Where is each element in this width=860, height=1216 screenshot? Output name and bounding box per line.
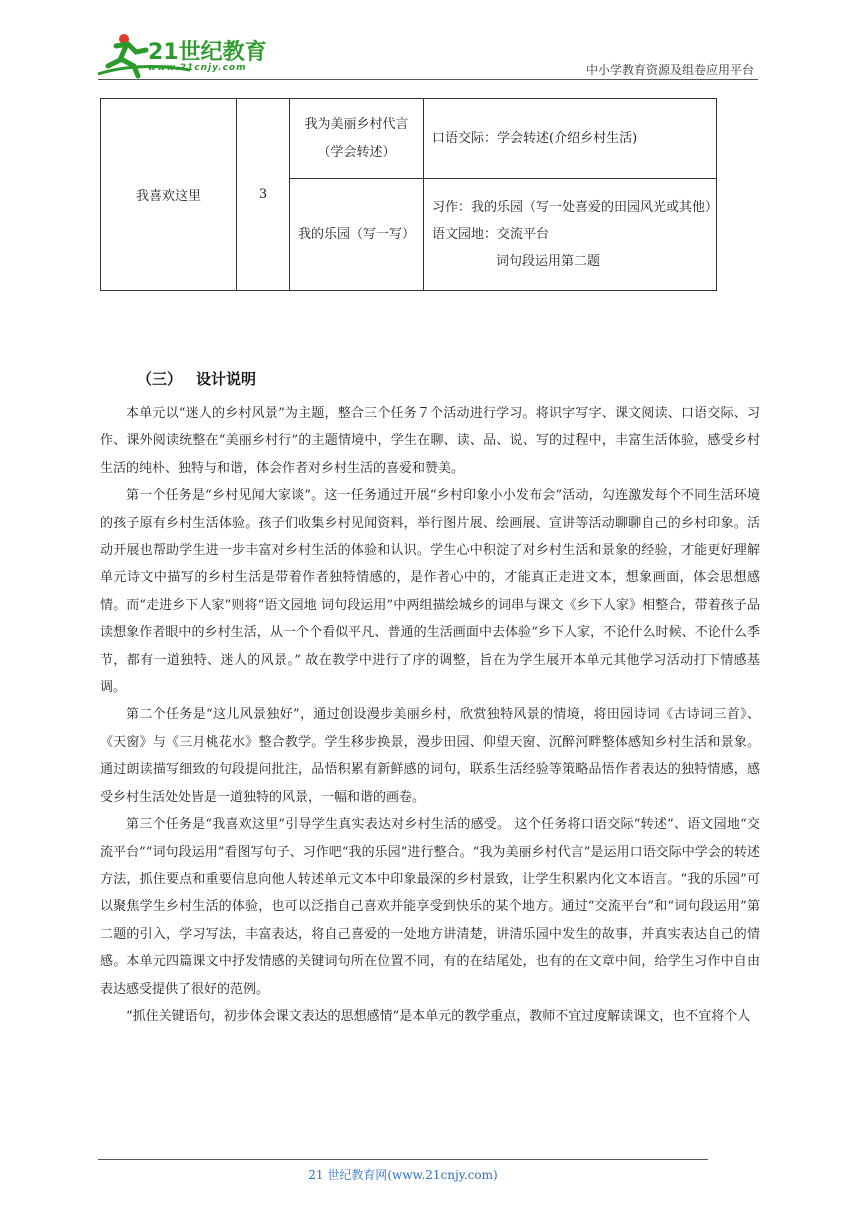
lesson-plan-table [100, 98, 717, 291]
activity-name: 我为美丽乡村代言 [304, 116, 409, 132]
activity-cell [290, 99, 424, 179]
content-line: 口语交际：学会转述(介绍乡村生活) [432, 131, 638, 146]
activity-cell [290, 179, 424, 291]
logo-url: www.21cnjy.com [148, 63, 247, 73]
section-number: （三） [137, 370, 183, 388]
table-row [101, 99, 717, 179]
content-line: 语文园地：交流平台 [432, 227, 550, 242]
paragraph: 第二个任务是“这儿风景独好”，通过创设漫步美丽乡村，欣赏独特风景的情境，将田园诗词《古诗词三首》、《天窗》与《三月桃花水》整合教学。学生移步换景，漫步田园、仰望天窗、沉醉河畔整体感知乡村生活和景象。通过朗读描写细致的句段提问批注，品悟积累有新鲜感的词句，联系生活经验等策略品悟作者表达的独特情感，感受乡村生活处处皆是一道独特的风景，一幅和谐的画卷。 [100, 707, 760, 805]
content-line: 词句段运用第二题 [496, 254, 601, 269]
paragraph: 第一个任务是“乡村见闻大家谈”。这一任务通过开展“乡村印象小小发布会”活动，勾连激发每个不同生活环境的孩子原有乡村生活体验。孩子们收集乡村见闻资料，举行图片展、绘画展、宣讲等活动聊聊自己的乡村印象。活动开展也帮助学生进一步丰富对乡村生活的体验和认识。学生心中积淀了对乡村生活和景象的经验，才能更好理解单元诗文中描写的乡村生活是带着作者独特情感的，是作者心中的，才能真正走进文本，想象画面，体会思想感情。而“走进乡下人家”则将“语文园地 词句段运用”中两组描绘城乡的词串与课文《乡下人家》相整合，带着孩子品读想象作者眼中的乡村生活，从一个个看似平凡、普通的生活画面中去体验“乡下人家，不论什么时候、不论什么季节，都有一道独特、迷人的风景。” 故在教学中进行了序的调整，旨在为学生展开本单元其他学习活动打下情感基调。 [100, 488, 760, 696]
logo-text: 21世纪教育 [148, 40, 267, 65]
content-line: 习作：我的乐园（写一处喜爱的田园风光或其他） [432, 200, 719, 215]
count-cell: 3 [237, 99, 290, 291]
section-heading [137, 368, 256, 389]
footer-link[interactable]: 21 世纪教育网(www.21cnjy.com) [308, 1168, 498, 1182]
content-cell [424, 99, 717, 179]
design-notes-body [100, 400, 760, 1030]
platform-name: 中小学教育资源及组卷应用平台 [585, 63, 754, 77]
header-divider [98, 79, 758, 80]
section-title: 设计说明 [196, 370, 257, 388]
paragraph: 本单元以“迷人的乡村风景”为主题，整合三个任务７个活动进行学习。将识字写字、课文阅读、口语交际、习作、课外阅读统整在“美丽乡村行”的主题情境中，学生在聊、读、品、说、写的过程中，丰富生活体验，感受乡村生活的纯朴、独特与和谐，体会作者对乡村生活的喜爱和赞美。 [100, 406, 760, 476]
footer-divider [98, 1159, 708, 1160]
theme-cell: 我喜欢这里 [101, 99, 237, 291]
activity-name: 我的乐园（写一写） [297, 226, 415, 242]
paragraph: 第三个任务是“我喜欢这里”引导学生真实表达对乡村生活的感受。 这个任务将口语交际“转述”、语文园地“交流平台”“词句段运用”看图写句子、习作吧“我的乐园”进行整合。“我为美丽乡村代言”是运用口语交际中学会的转述方法，抓住要点和重要信息向他人转述单元文本中印象最深的乡村景致，让学生积累内化文本语言。“我的乐园”可以聚焦学生乡村生活的体验，也可以泛指自己喜欢并能享受到快乐的某个地方。通过“交流平台”和“词句段运用”第二题的引入，学习写法，丰富表达，将自己喜爱的一处地方讲清楚，讲清乐园中发生的故事，并真实表达自己的情感。本单元四篇课文中抒发情感的关键词句所在位置不同，有的在结尾处，也有的在文章中间，给学生习作中自由表达感受提供了很好的范例。 [100, 817, 760, 997]
paragraph: “抓住关键语句，初步体会课文表达的思想感情”是本单元的教学重点，教师不宜过度解读课文，也不宜将个人 [126, 1008, 751, 1024]
activity-subtitle: （学会转述） [317, 144, 396, 160]
content-cell [424, 179, 717, 291]
